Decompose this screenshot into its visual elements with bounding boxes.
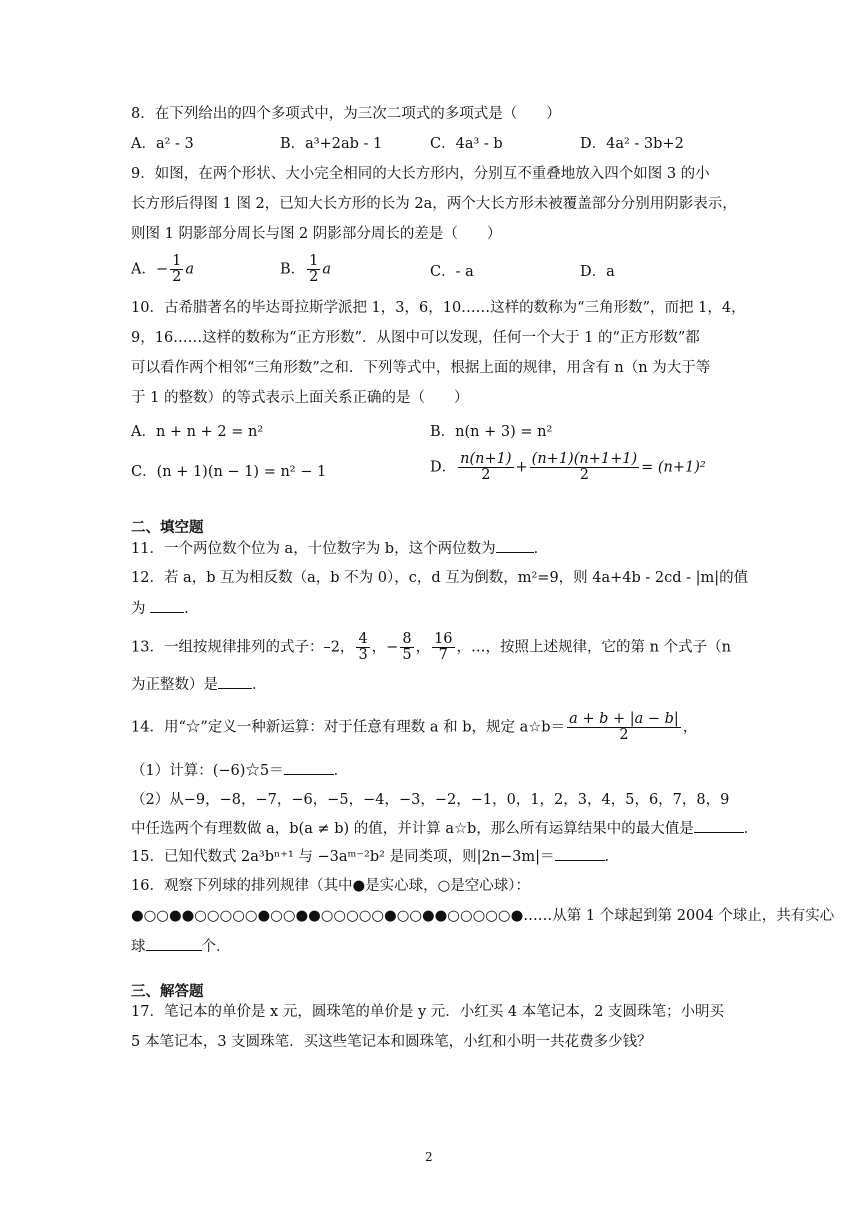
q8-option-d: D．4a² ‑ 3b+2 [580, 136, 684, 152]
q9-option-c: C．‑ a [430, 264, 474, 280]
q16-line-1: 16．观察下列球的排列规律（其中●是实心球，○是空心球）： [131, 878, 531, 894]
q14-part-2-line-1: （2）从−9，−8，−7，−6，−5，−4，−3，−2，−1，0，1，2，3，4，5，6，7，8，9 [131, 792, 730, 808]
section-title-fill-in: 二、填空题 [131, 519, 204, 536]
q12-line-1: 12．若 a，b 互为相反数（a，b 不为 0），c，d 互为倒数，m²=9，则 4a+4b ‑ 2cd ‑ |m|的值 [131, 570, 749, 586]
q14-definition: 14．用“☆”定义一种新运算：对于任意有理数 a 和 b，规定 a☆b＝ $\frac{a + b + |a - b|}{2}$ ， [131, 711, 698, 743]
answer-blank[interactable] [555, 846, 605, 861]
answer-blank[interactable] [146, 936, 202, 951]
q13-line-2: 为正整数）是 ． [131, 674, 267, 695]
q9-line-2: 长方形后得图 1 图 2，已知大长方形的长为 2a，两个大长方形未被覆盖部分分别用阴影表示， [131, 196, 737, 212]
page-number: 2 [425, 1150, 433, 1164]
q10-line-2: 9，16……这样的数称为“正方形数”．从图中可以发现，任何一个大于 1 的“正方形数”都 [131, 330, 700, 346]
answer-blank[interactable] [150, 598, 184, 613]
q10-option-d: D． $\frac{n(n+1)}{2}$ + $\frac{(n+1)(n+1+1)}{2}$ = (n+1)² [430, 451, 706, 483]
q10-option-b: B．n(n + 3) = n² [430, 424, 553, 440]
answer-blank[interactable] [218, 674, 252, 689]
q10-line-4: 于 1 的整数）的等式表示上面关系正确的是（ ） [131, 390, 469, 406]
q9-option-d: D．a [580, 264, 615, 280]
section-title-solve: 三、解答题 [131, 983, 204, 1000]
q11: 11．一个两位数个位为 a，十位数字为 b，这个两位数为 ． [131, 538, 548, 559]
q8-option-b: B．a³+2ab ‑ 1 [280, 136, 383, 152]
q10-line-3: 可以看作两个相邻“三角形数”之和．下列等式中，根据上面的规律，用含有 n（n 为大于等 [131, 360, 711, 376]
q10-option-c: C．(n + 1)(n − 1) = n² − 1 [131, 464, 327, 480]
answer-blank[interactable] [284, 760, 334, 775]
q9-option-b: B． $\frac{1}{2}$ a [280, 253, 332, 285]
q17-line-2: 5 本笔记本，3 支圆珠笔．买这些笔记本和圆珠笔，小红和小明一共花费多少钱？ [131, 1034, 652, 1050]
q12-line-2: 为 ． [131, 598, 199, 619]
q9-line-3: 则图 1 阴影部分周长与图 2 阴影部分周长的差是（ ） [131, 226, 502, 242]
q9-line-1: 9．如图，在两个形状、大小完全相同的大长方形内，分别互不重叠地放入四个如图 3 的小 [131, 166, 710, 182]
q16-line-2: ●○○●●○○○○○●○○●●○○○○○●○○●●○○○○○●……从第 1 个球起到第 2004 个球止，共有实心 [131, 908, 835, 924]
answer-blank[interactable] [694, 818, 744, 833]
answer-blank[interactable] [496, 538, 534, 553]
q8-option-a: A．a² ‑ 3 [131, 136, 194, 152]
q8-option-c: C．4a³ ‑ b [430, 136, 503, 152]
q16-line-3: 球 个． [131, 936, 231, 957]
q13-line-1: 13．一组按规律排列的式子：–2， $\frac{4}{3}$ ，− $\frac{8}{5}$ ， $\frac{16}{7}$ ，…，按照上述规律，它的第 n 个式子（n [131, 631, 731, 663]
q17-line-1: 17．笔记本的单价是 x 元，圆珠笔的单价是 y 元．小红买 4 本笔记本，2 支圆珠笔；小明买 [131, 1004, 725, 1020]
q8-stem: 8．在下列给出的四个多项式中，为三次二项式的多项式是（ ） [131, 106, 561, 122]
q14-part-1: （1）计算：(−6)☆5＝ ． [131, 760, 348, 781]
q10-option-a: A．n + n + 2 = n² [131, 424, 264, 440]
q14-part-2-line-2: 中任选两个有理数做 a，b(a ≠ b) 的值，并计算 a☆b，那么所有运算结果中的最大值是 ． [131, 818, 758, 839]
q15: 15．已知代数式 2a³bⁿ⁺¹ 与 −3aᵐ⁻²b² 是同类项，则|2n−3m|＝ ． [131, 846, 619, 867]
q9-option-a: A．− $\frac{1}{2}$ a [131, 253, 195, 285]
q10-line-1: 10．古希腊著名的毕达哥拉斯学派把 1，3，6，10……这样的数称为“三角形数”，而把 1，4， [131, 300, 746, 316]
